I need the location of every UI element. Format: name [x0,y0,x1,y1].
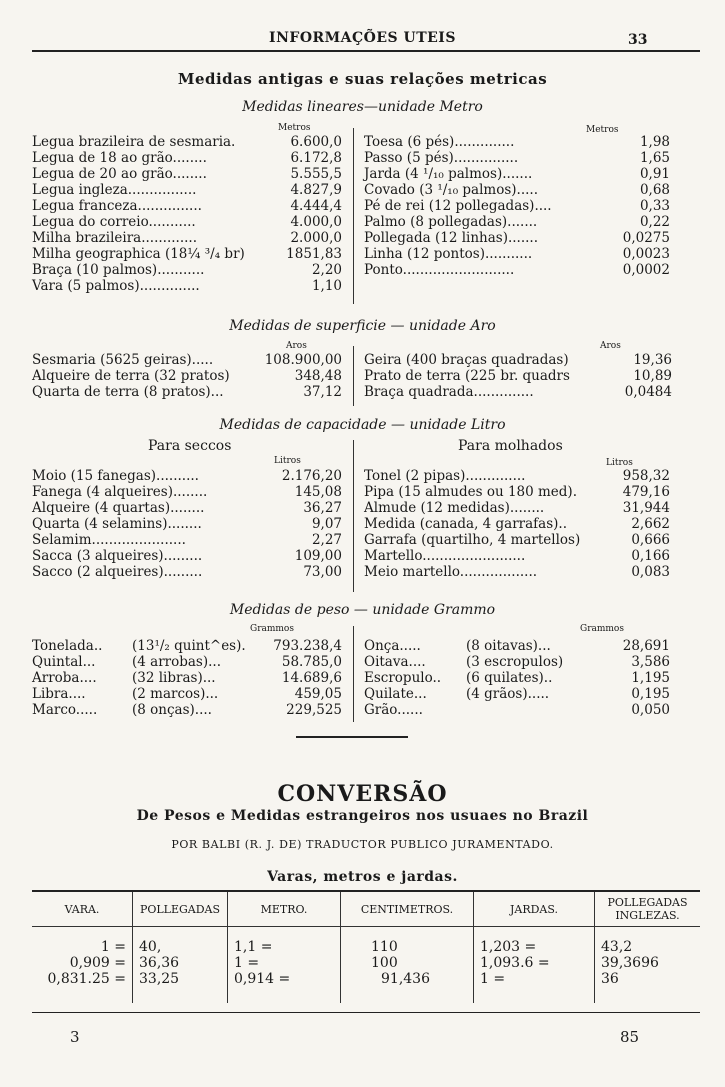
weight-left-values [250,638,342,718]
measure-value: 109,00 [294,548,342,564]
measure-name: Sacca (3 alqueires)......... [32,548,203,564]
surface-divider [353,346,354,406]
surface-title: Medidas de superficie — unidade Aro [229,318,496,334]
table-cell: 1 = [228,955,341,971]
measure-name: Tonel (2 pipas).............. [364,468,526,484]
measure-name: Onça..... [364,638,421,654]
linear-left-values [250,134,342,294]
surface-right-values [600,352,672,400]
col-header: POLLEGADAS [133,892,228,927]
conversion-subtitle: De Pesos e Medidas estrangeiros nos usuaes no Brazil [136,808,589,824]
surface-unit-right: Aros [600,341,621,351]
measure-value: 5.555,5 [290,166,342,182]
col-header: VARA. [64,902,100,916]
weight-unit-right: Grammos [580,624,624,634]
table-cell: 1,203 = [474,927,595,956]
measure-name: Legua de 20 ao grão........ [32,166,207,182]
capacity-right-heading: Para molhados [458,438,563,454]
page-number: 33 [628,32,648,48]
measure-name: Legua do correio........... [32,214,196,230]
footer-left: 3 [70,1028,80,1046]
measure-value: 58.785,0 [281,654,342,670]
measure-value: 0,91 [639,166,670,182]
measure-value: 1,10 [311,278,342,294]
linear-unit-right: Metros [586,125,619,135]
table-cell: 43,2 [595,927,701,956]
measure-value: 1,98 [639,134,670,150]
weight-right-details [466,638,563,718]
table-row [32,955,700,971]
footer-right: 85 [620,1028,640,1046]
measure-name: Geira (400 braças quadradas) [364,352,569,368]
measure-value: 37,12 [303,384,342,400]
measure-name: Ponto.......................... [364,262,515,278]
measure-value: 4.827,9 [290,182,342,198]
measure-name: Oitava.... [364,654,426,670]
table-cell: 1 = [100,939,126,955]
capacity-unit-left: Litros [274,456,301,466]
measure-value: 19,36 [633,352,672,368]
col-header: JARDAS. [474,892,595,927]
measure-value: 9,07 [311,516,342,532]
measure-value: 0,666 [631,532,670,548]
measure-detail: (2 marcos)... [132,686,219,702]
table-cell: 0,831.25 = [47,971,126,987]
table-cell: 0,914 = [228,971,341,987]
measure-value: 28,691 [622,638,670,654]
weight-right-names [364,638,441,718]
measure-value: 31,944 [622,500,670,516]
table-cell: 40, [133,927,228,956]
measure-detail: (8 onças).... [132,702,212,718]
section-rule [296,736,408,738]
linear-unit-left: Metros [278,123,311,133]
measure-value: 2.000,0 [290,230,342,246]
measure-name: Covado (3 ¹/₁₀ palmos)..... [364,182,539,198]
measure-name: Arroba.... [32,670,97,686]
surface-left-names [32,352,230,400]
conversion-byline: POR BALBI (R. J. DE) TRADUCTOR PUBLICO JURAMENTADO. [171,838,554,851]
table-cell: 39,3696 [595,955,701,971]
measure-value: 2,20 [311,262,342,278]
table-cell: 1,1 = [228,927,341,956]
measure-value: 479,16 [622,484,670,500]
measure-value: 6.600,0 [290,134,342,150]
weight-right-values [600,638,670,718]
linear-divider [353,128,354,304]
capacity-right-names [364,468,580,580]
table-cell: 1 = [474,971,595,987]
measure-name: Passo (5 pés)............... [364,150,519,166]
measure-name: Marco..... [32,702,98,718]
measure-value: 6.172,8 [290,150,342,166]
capacity-left-values [250,468,342,580]
measure-name: Sesmaria (5625 geiras)..... [32,352,214,368]
measure-name: Selamim...................... [32,532,186,548]
measure-value: 0,33 [639,198,670,214]
measure-value: 0,0002 [622,262,670,278]
measure-value: 0,68 [639,182,670,198]
table-row [32,927,700,956]
measure-name: Legua ingleza................ [32,182,197,198]
measure-value: 10,89 [633,368,672,384]
measure-value: 2.176,20 [281,468,342,484]
capacity-left-names [32,468,207,580]
measure-name: Escropulo.. [364,670,442,686]
measure-name: Pollegada (12 linhas)....... [364,230,539,246]
measure-value: 793.238,4 [273,638,342,654]
table-cell: 110 [341,927,474,956]
measure-value: 0,0484 [624,384,672,400]
measure-name: Quarta (4 selamins)........ [32,516,202,532]
table-cell: 36,36 [133,955,228,971]
measure-value: 145,08 [294,484,342,500]
measure-name: Braça (10 palmos)........... [32,262,205,278]
linear-right-names [364,134,552,278]
running-title: INFORMAÇÕES UTEIS [269,30,456,46]
weight-left-details [132,638,246,718]
measure-value: 459,05 [294,686,342,702]
measure-detail: (4 arrobas)... [132,654,221,670]
measure-name: Milha geographica (18¼ ³/₄ br) [32,246,245,262]
table-row [32,971,700,987]
table-cell: 1,093.6 = [474,955,595,971]
capacity-title: Medidas de capacidade — unidade Litro [219,417,506,433]
measure-name: Medida (canada, 4 garrafas).. [364,516,567,532]
measure-value: 229,525 [286,702,342,718]
measure-value: 0,0275 [622,230,670,246]
measure-name: Alqueire de terra (32 pratos) [32,368,230,384]
measure-name: Braça quadrada.............. [364,384,534,400]
table-cell: 100 [341,955,474,971]
measure-name: Quintal... [32,654,96,670]
measure-name: Linha (12 pontos)........... [364,246,533,262]
capacity-unit-right: Litros [606,458,633,468]
surface-right-names [364,352,570,400]
measure-detail: (6 quilates).. [466,670,553,686]
conversion-table [32,892,700,1003]
measure-name: Milha brazileira............. [32,230,197,246]
measure-value: 958,32 [622,468,670,484]
measure-value: 0,0023 [622,246,670,262]
measure-name: Fanega (4 alqueires)........ [32,484,208,500]
measure-value: 108.900,00 [264,352,342,368]
measure-name: Prato de terra (225 br. quadrs [364,368,570,384]
measure-name: Quilate... [364,686,427,702]
measure-name: Moio (15 fanegas).......... [32,468,199,484]
weight-left-names [32,638,102,718]
measure-detail: (8 oitavas)... [466,638,551,654]
measure-value: 1,65 [639,150,670,166]
weight-title: Medidas de peso — unidade Grammo [229,602,496,618]
measure-name: Almude (12 medidas)........ [364,500,545,516]
measure-detail: (13¹/₂ quint^es). [132,638,246,654]
measure-name: Quarta de terra (8 pratos)... [32,384,224,400]
measure-name: Sacco (2 alqueires)......... [32,564,203,580]
measure-detail: (4 grãos)..... [466,686,550,702]
linear-title: Medidas lineares—unidade Metro [242,99,483,115]
linear-left-names [32,134,245,294]
weight-divider [353,626,354,722]
measure-name: Garrafa (quartilho, 4 martellos) [364,532,581,548]
measure-value: 3,586 [631,654,670,670]
measure-detail [466,702,563,718]
capacity-divider [353,440,354,592]
measure-value: 2,27 [311,532,342,548]
measure-name: Pé de rei (12 pollegadas).... [364,198,552,214]
measure-value: 4.000,0 [290,214,342,230]
table-header-row [32,892,700,927]
measure-name: Legua brazileira de sesmaria. [32,134,236,150]
surface-left-values [240,352,342,400]
col-header: POLLEGADAS INGLEZAS. [595,892,701,927]
table-cell: 36 [595,971,701,987]
table-cell: 91,436 [341,971,474,987]
page-header [0,30,725,52]
measure-name: Libra.... [32,686,86,702]
measure-value: 0,083 [631,564,670,580]
measure-name: Tonelada.. [32,638,103,654]
table-bottom-rule [32,1012,700,1013]
measure-name: Legua de 18 ao grão........ [32,150,207,166]
capacity-left-heading: Para seccos [148,438,232,454]
col-header: METRO. [228,892,341,927]
measure-value: 1,195 [631,670,670,686]
main-title: Medidas antigas e suas relações metricas [177,70,548,88]
measure-name: Pipa (15 almudes ou 180 med). [364,484,577,500]
table-cell: 0,909 = [69,955,126,971]
measure-value: 0,166 [631,548,670,564]
conversion-table-title: Varas, metros e jardas. [267,869,458,885]
conversion-title: CONVERSÃO [277,781,448,807]
table-cell: 33,25 [133,971,228,987]
measure-name: Alqueire (4 quartas)........ [32,500,205,516]
measure-name: Grão...... [364,702,423,718]
col-header: CENTIMETROS. [341,892,474,927]
measure-name: Martello........................ [364,548,526,564]
measure-value: 348,48 [294,368,342,384]
surface-unit-left: Aros [286,341,307,351]
linear-right-values [600,134,670,278]
measure-name: Palmo (8 pollegadas)....... [364,214,538,230]
measure-detail: (32 libras)... [132,670,216,686]
header-rule [32,50,700,52]
measure-detail: (3 escropulos) [466,654,564,670]
measure-value: 36,27 [303,500,342,516]
measure-value: 1851,83 [286,246,342,262]
measure-name: Jarda (4 ¹/₁₀ palmos)....... [364,166,533,182]
measure-name: Meio martello.................. [364,564,538,580]
measure-name: Vara (5 palmos).............. [32,278,200,294]
measure-name: Toesa (6 pés).............. [364,134,515,150]
capacity-right-values [600,468,670,580]
measure-value: 0,050 [631,702,670,718]
measure-value: 2,662 [631,516,670,532]
measure-value: 0,195 [631,686,670,702]
measure-value: 4.444,4 [290,198,342,214]
measure-name: Legua franceza............... [32,198,202,214]
measure-value: 73,00 [303,564,342,580]
measure-value: 0,22 [639,214,670,230]
measure-value: 14.689,6 [281,670,342,686]
weight-unit-left: Grammos [250,624,294,634]
